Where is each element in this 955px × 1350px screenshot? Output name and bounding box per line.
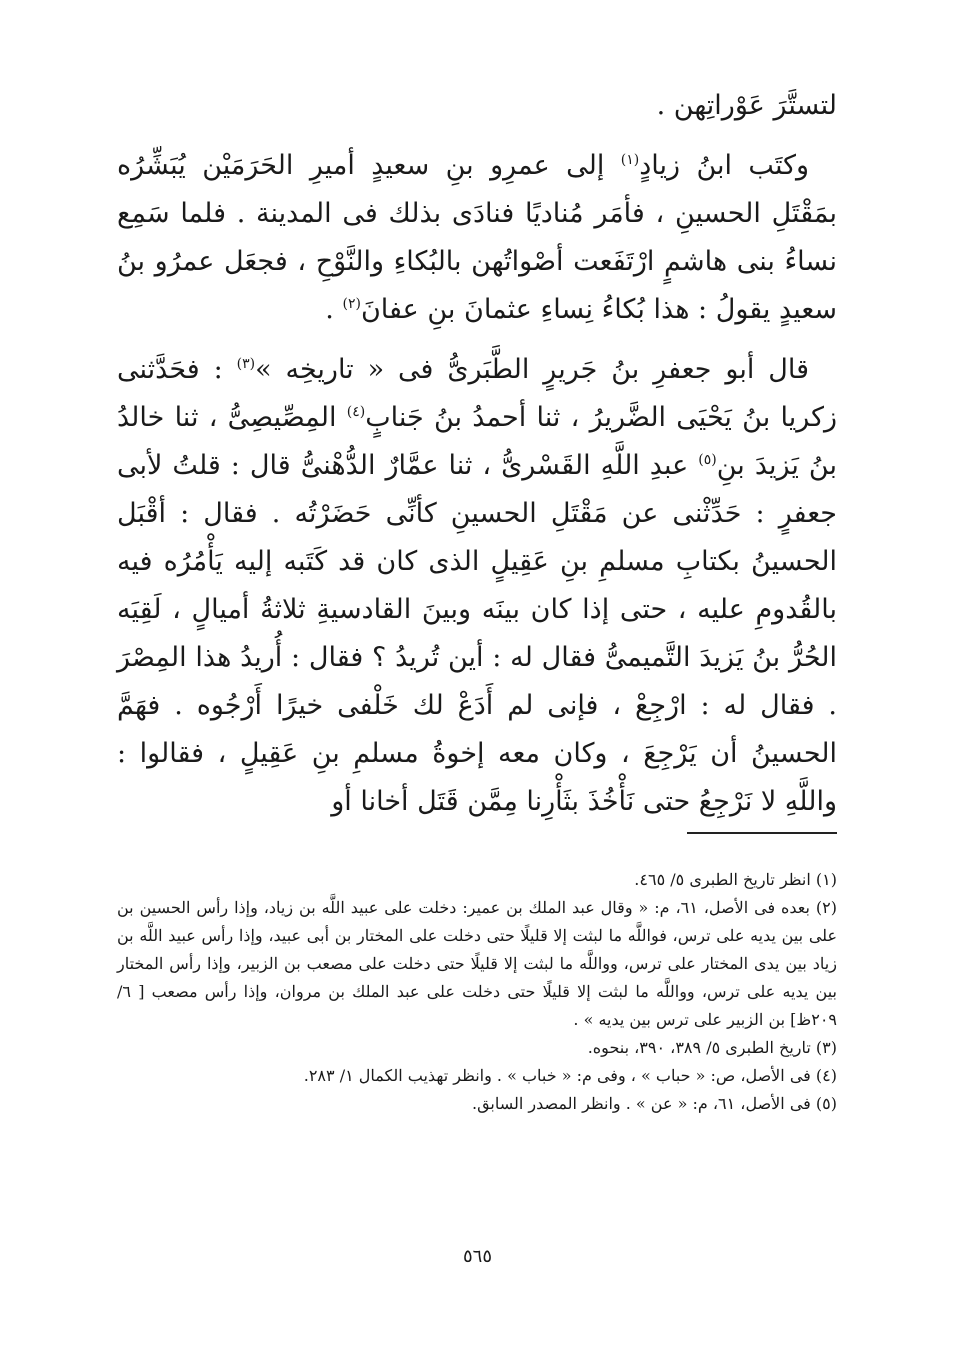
footnote-ref-5: (٥) <box>698 452 717 468</box>
footnote-1 <box>117 866 837 894</box>
footnote-ref-2: (٢) <box>342 296 361 312</box>
footnote-text: فى الأصل، ٦١، م: « عن » . وانظر المصدر السابق. <box>471 1094 816 1113</box>
footnote-divider <box>687 832 837 834</box>
footnote-ref-4: (٤) <box>346 404 366 420</box>
footnote-number: (٤) <box>815 1066 837 1085</box>
footnote-text: فى الأصل، ص: « حباب » ، وفى م: « خباب » . وانظر تهذيب الكمال ١/ ٢٨٣. <box>303 1066 816 1085</box>
page-number: ٥٦٥ <box>462 1246 492 1267</box>
footnote-text: تاريخ الطبرى ٥/ ٣٨٩، ٣٩٠، بنحوه. <box>587 1038 816 1057</box>
paragraph-1: لتستَّرَ عَوْراتِهن . <box>656 90 837 121</box>
footnote-4 <box>117 1062 837 1090</box>
paragraph-2-part-c: . <box>325 294 343 325</box>
paragraph-3-part-c: المِصِّيصِىُّ ، ثنا خالدُ بنُ يَزيدَ بنِ <box>117 402 838 481</box>
footnote-number: (٣) <box>815 1038 837 1057</box>
footnote-text: بعده فى الأصل، ٦١، م: « وقال عبد الملك بن عمير: دخلت على عبيد اللَّه بن زياد، وإذا رأس الحسين بن على بين يديه على ترس، فواللَّه ما لبثت إلا قليلًا حتى دخلت على المختار بن أبى عبيد، وإذا رأس عبيد اللَّه بن زياد بين يدى المختار على ترس، وواللَّه ما لبثت إلا قليلًا حتى دخلت على مصعب بن الزبير، وإذا رأس المختار بين يديه على ترس، وواللَّه ما لبثت إلا قليلًا حتى دخلت على عبد الملك بن مروان، وإذا رأس مصعب [ ٦/ ٢٠٩ظ] بن الزبير على ترس بين يديه » . <box>117 898 837 1029</box>
main-text <box>117 82 837 826</box>
footnote-3 <box>117 1034 837 1062</box>
paragraph-2 <box>117 142 837 334</box>
footnote-ref-1: (١) <box>620 152 640 168</box>
footnote-text: انظر تاريخ الطبرى ٥/ ٤٦٥. <box>634 870 816 889</box>
footnote-number: (٢) <box>815 898 838 917</box>
paragraph-3-part-d: عبدِ اللَّهِ القَسْرىُّ ، ثنا عمَّارٌ الدُّهْنىُّ قال : قلتُ لأبى جعفرٍ : حَدِّثْنى عن مَقْتَلِ الحسينِ كأنِّى حَضَرْتُه . فقال : أقْبَل الحسينُ بكتابِ مسلمِ بنِ عَقِيلٍ الذى كان قد كَتَبه إليه يَأْمُرُه فيه بالقُدومِ عليه ، حتى إذا كان بينَه وبينَ القادسيةِ ثلاثةُ أميالٍ ، لَقِيَه الحُرُّ بنُ يَزيدَ التَّميمىُّ فقال له : أين تُريدُ ؟ فقال : أُريدُ هذا المِصْرَ . فقال له : ارْجِعْ ، فإنى لم أَدَعْ لك خَلْفى خيرًا أَرْجُوه . فهَمَّ الحسينُ أن يَرْجِعَ ، وكان معه إخوةُ مسلمِ بنِ عَقِيلٍ ، فقالوا : واللَّهِ لا نَرْجِعُ حتى نَأْخُذَ بثَأْرِنا مِمَّن قَتَل أخانا أو <box>117 450 837 817</box>
paragraph-2-part-a: وكتَب ابنُ زيادٍ <box>639 150 809 181</box>
paragraph-3 <box>117 346 837 826</box>
paragraph-3-part-b: : فحَدَّثنى زكريا بنُ يَحْيَى الضَّريرُ ، ثنا أحمدُ بنُ جَنابٍ <box>117 354 837 433</box>
footnotes <box>117 866 837 1118</box>
paragraph-3-part-a: قال أبو جعفرِ بنُ جَريرٍ الطَّبَرىُّ فى « تاريخِه » <box>255 354 810 385</box>
paragraph-2-part-b: إلى عمرِو بنِ سعيدٍ أميرِ الحَرَمَيْن يُبَشِّرُه بمَقْتَلِ الحسينِ ، فأمَر مُناديًا فنادَى بذلك فى المدينة . فلما سَمِع نساءُ بنى هاشمٍ ارْتَفَعت أصْواتُهن بالبُكاءِ والنَّوْحِ ، فجعَل عمرُو بنُ سعيدٍ يقولُ : هذا بُكاءُ نِساءِ عثمانَ بنِ عفانَ <box>117 150 837 325</box>
footnote-5 <box>117 1090 837 1118</box>
footnote-ref-3: (٣) <box>236 356 256 372</box>
footnote-number: (١) <box>815 870 837 889</box>
footnote-2 <box>117 894 837 1034</box>
footnote-number: (٥) <box>815 1094 837 1113</box>
